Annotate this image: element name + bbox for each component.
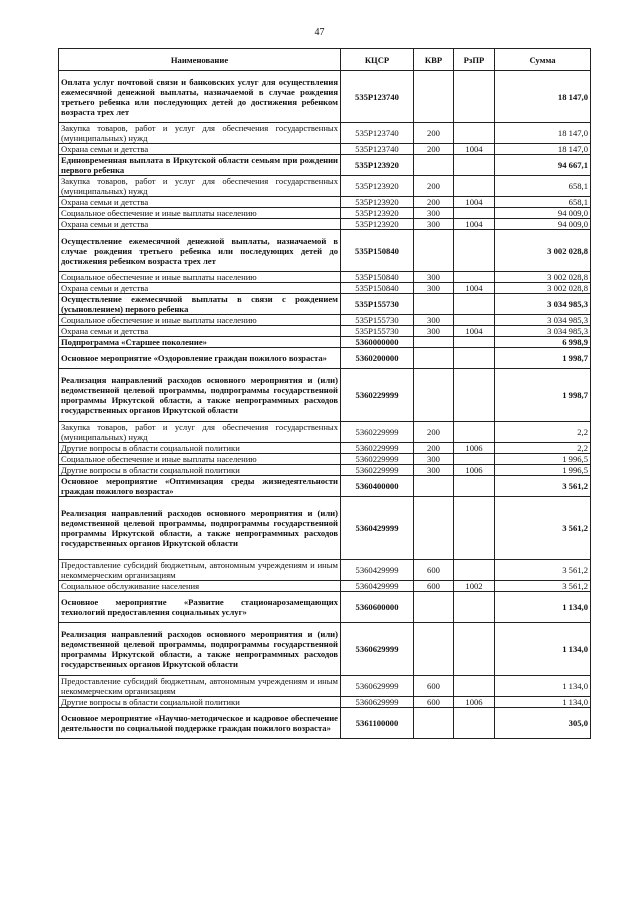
row-code: 5360229999 [341,454,414,465]
row-name: Охрана семьи и детства [59,283,341,294]
row-rzpr [454,272,495,283]
row-rzpr [454,208,495,219]
row-code: 535P123740 [341,123,414,144]
row-code: 5360429999 [341,581,414,592]
row-name: Социальное обеспечение и иные выплаты населению [59,272,341,283]
table-row [59,592,591,623]
table-row [59,676,591,697]
table-row [59,497,591,560]
row-code: 5360000000 [341,337,414,348]
row-name: Основное мероприятие «Оздоровление граждан пожилого возраста» [59,348,341,369]
table-row [59,176,591,197]
table-row [59,560,591,581]
row-kvr: 200 [414,123,454,144]
row-kvr: 300 [414,315,454,326]
row-name: Основное мероприятие «Научно-методическое и кадровое обеспечение деятельности по социальной поддержке граждан пожилого возраста» [59,708,341,739]
row-sum: 658,1 [495,197,591,208]
row-kvr: 200 [414,443,454,454]
row-kvr: 300 [414,283,454,294]
row-rzpr: 1002 [454,581,495,592]
row-sum: 1 134,0 [495,623,591,676]
row-kvr: 200 [414,144,454,155]
row-code: 535P155730 [341,326,414,337]
row-code: 5360629999 [341,676,414,697]
header-code: КЦСР [341,49,414,71]
row-sum: 1 134,0 [495,697,591,708]
row-name: Реализация направлений расходов основного мероприятия и (или) ведомственной целевой программы, подпрограммы государственной программы Иркутской области, а также непрограммных расходов государственных органов Иркутской области [59,497,341,560]
row-rzpr [454,497,495,560]
row-sum: 3 561,2 [495,476,591,497]
row-sum: 3 034 985,3 [495,315,591,326]
row-code: 535P150840 [341,230,414,272]
row-kvr: 300 [414,465,454,476]
row-name: Охрана семьи и детства [59,326,341,337]
row-name: Реализация направлений расходов основного мероприятия и (или) ведомственной целевой программы, подпрограммы государственной программы Иркутской области, а также непрограммных расходов государственных органов Иркутской области [59,369,341,422]
row-rzpr [454,123,495,144]
row-kvr [414,592,454,623]
row-code: 535P123920 [341,155,414,176]
header-kvr: КВР [414,49,454,71]
row-kvr [414,155,454,176]
row-rzpr: 1004 [454,283,495,294]
row-code: 535P123920 [341,197,414,208]
row-kvr [414,71,454,123]
row-name: Другие вопросы в области социальной политики [59,697,341,708]
row-name: Закупка товаров, работ и услуг для обеспечения государственных (муниципальных) нужд [59,422,341,443]
table-row [59,219,591,230]
table-row [59,708,591,739]
row-code: 5360229999 [341,465,414,476]
row-sum: 3 002 028,8 [495,272,591,283]
row-name: Основное мероприятие «Оптимизация среды жизнедеятельности граждан пожилого возраста» [59,476,341,497]
row-sum: 3 002 028,8 [495,230,591,272]
row-name: Социальное обслуживание населения [59,581,341,592]
table-row [59,315,591,326]
row-code: 5360600000 [341,592,414,623]
row-name: Охрана семьи и детства [59,197,341,208]
row-name: Другие вопросы в области социальной политики [59,465,341,476]
header-name: Наименование [59,49,341,71]
table-row [59,454,591,465]
row-kvr [414,708,454,739]
row-sum: 305,0 [495,708,591,739]
row-sum: 3 561,2 [495,497,591,560]
row-sum: 3 561,2 [495,560,591,581]
row-kvr [414,497,454,560]
row-name: Другие вопросы в области социальной политики [59,443,341,454]
row-code: 5360229999 [341,369,414,422]
row-code: 535P123920 [341,219,414,230]
row-rzpr [454,369,495,422]
row-sum: 3 034 985,3 [495,326,591,337]
row-code: 535P150840 [341,283,414,294]
row-rzpr [454,623,495,676]
row-sum: 94 009,0 [495,208,591,219]
row-sum: 1 998,7 [495,369,591,422]
row-rzpr [454,230,495,272]
row-sum: 1 996,5 [495,454,591,465]
table-row [59,476,591,497]
table-row [59,283,591,294]
table-row [59,465,591,476]
row-name: Осуществление ежемесячной денежной выплаты, назначаемой в случае рождения третьего ребенка или последующих детей до достижения ребенком возраста трех лет [59,230,341,272]
page-number: 47 [314,27,325,38]
row-rzpr [454,71,495,123]
row-code: 5360629999 [341,623,414,676]
row-sum: 1 134,0 [495,592,591,623]
row-kvr [414,294,454,315]
table-row [59,422,591,443]
table-row [59,348,591,369]
row-kvr: 300 [414,208,454,219]
row-sum: 18 147,0 [495,144,591,155]
row-sum: 658,1 [495,176,591,197]
table-row [59,581,591,592]
row-kvr: 300 [414,219,454,230]
row-kvr [414,230,454,272]
row-rzpr [454,155,495,176]
row-kvr: 600 [414,560,454,581]
header-rzpr: РзПР [454,49,495,71]
row-sum: 94 009,0 [495,219,591,230]
row-kvr [414,623,454,676]
table-row [59,123,591,144]
row-rzpr [454,560,495,581]
row-name: Предоставление субсидий бюджетным, автономным учреждениям и иным некоммерческим организациям [59,676,341,697]
table-row [59,155,591,176]
row-name: Социальное обеспечение и иные выплаты населению [59,208,341,219]
table-row [59,230,591,272]
row-kvr: 200 [414,176,454,197]
table-row [59,144,591,155]
table-row [59,369,591,422]
row-kvr [414,348,454,369]
table-row [59,294,591,315]
row-rzpr [454,315,495,326]
row-rzpr [454,294,495,315]
row-code: 535P155730 [341,294,414,315]
row-rzpr [454,454,495,465]
row-code: 5360429999 [341,497,414,560]
row-rzpr [454,348,495,369]
row-kvr: 200 [414,422,454,443]
row-code: 535P123920 [341,208,414,219]
row-kvr: 600 [414,581,454,592]
table-row [59,208,591,219]
row-name: Единовременная выплата в Иркутской области семьям при рождении первого ребенка [59,155,341,176]
table-row [59,326,591,337]
row-kvr: 300 [414,326,454,337]
row-code: 5361100000 [341,708,414,739]
header-sum: Сумма [495,49,591,71]
row-code: 535P123740 [341,144,414,155]
row-name: Основное мероприятие «Развитие стационарозамещающих технологий предоставления социальных услуг» [59,592,341,623]
row-kvr [414,337,454,348]
row-sum: 94 667,1 [495,155,591,176]
row-name: Охрана семьи и детства [59,144,341,155]
row-name: Предоставление субсидий бюджетным, автономным учреждениям и иным некоммерческим организациям [59,560,341,581]
table-row [59,272,591,283]
table-row [59,337,591,348]
row-sum: 1 134,0 [495,676,591,697]
row-name: Социальное обеспечение и иные выплаты населению [59,454,341,465]
row-sum: 6 998,9 [495,337,591,348]
row-sum: 2,2 [495,422,591,443]
row-sum: 18 147,0 [495,123,591,144]
row-code: 535P155730 [341,315,414,326]
row-rzpr [454,708,495,739]
table-row [59,71,591,123]
row-code: 5360229999 [341,422,414,443]
table-row [59,623,591,676]
row-code: 5360629999 [341,697,414,708]
budget-table [58,48,591,739]
row-code: 535P150840 [341,272,414,283]
row-sum: 18 147,0 [495,71,591,123]
row-code: 5360200000 [341,348,414,369]
row-rzpr: 1006 [454,443,495,454]
table-header-row [59,49,591,71]
row-sum: 3 002 028,8 [495,283,591,294]
row-kvr: 300 [414,454,454,465]
row-kvr [414,476,454,497]
row-code: 5360400000 [341,476,414,497]
row-name: Социальное обеспечение и иные выплаты населению [59,315,341,326]
table-body [59,71,591,739]
row-code: 5360229999 [341,443,414,454]
row-rzpr: 1004 [454,326,495,337]
row-code: 535P123920 [341,176,414,197]
table-row [59,197,591,208]
row-rzpr [454,176,495,197]
row-sum: 2,2 [495,443,591,454]
row-kvr: 600 [414,676,454,697]
row-code: 5360429999 [341,560,414,581]
row-name: Подпрограмма «Старшее поколение» [59,337,341,348]
row-rzpr: 1006 [454,465,495,476]
row-rzpr [454,476,495,497]
row-sum: 3 561,2 [495,581,591,592]
row-rzpr: 1006 [454,697,495,708]
row-rzpr: 1004 [454,144,495,155]
row-rzpr [454,676,495,697]
row-rzpr [454,592,495,623]
row-sum: 1 996,5 [495,465,591,476]
row-sum: 1 998,7 [495,348,591,369]
row-name: Реализация направлений расходов основного мероприятия и (или) ведомственной целевой программы, подпрограммы государственной программы Иркутской области, а также непрограммных расходов государственных органов Иркутской области [59,623,341,676]
row-name: Закупка товаров, работ и услуг для обеспечения государственных (муниципальных) нужд [59,123,341,144]
table-row [59,443,591,454]
row-name: Оплата услуг почтовой связи и банковских услуг для осуществления ежемесячной денежной выплаты, назначаемой в случае рождения третьего ребенка или последующих детей до достижения ребенком возраста трех лет [59,71,341,123]
row-rzpr: 1004 [454,197,495,208]
row-code: 535P123740 [341,71,414,123]
row-kvr: 200 [414,197,454,208]
row-kvr [414,369,454,422]
row-name: Закупка товаров, работ и услуг для обеспечения государственных (муниципальных) нужд [59,176,341,197]
row-name: Осуществление ежемесячной выплаты в связи с рождением (усыновлением) первого ребенка [59,294,341,315]
row-sum: 3 034 985,3 [495,294,591,315]
row-rzpr [454,337,495,348]
row-name: Охрана семьи и детства [59,219,341,230]
row-rzpr: 1004 [454,219,495,230]
row-rzpr [454,422,495,443]
row-kvr: 300 [414,272,454,283]
row-kvr: 600 [414,697,454,708]
table-row [59,697,591,708]
